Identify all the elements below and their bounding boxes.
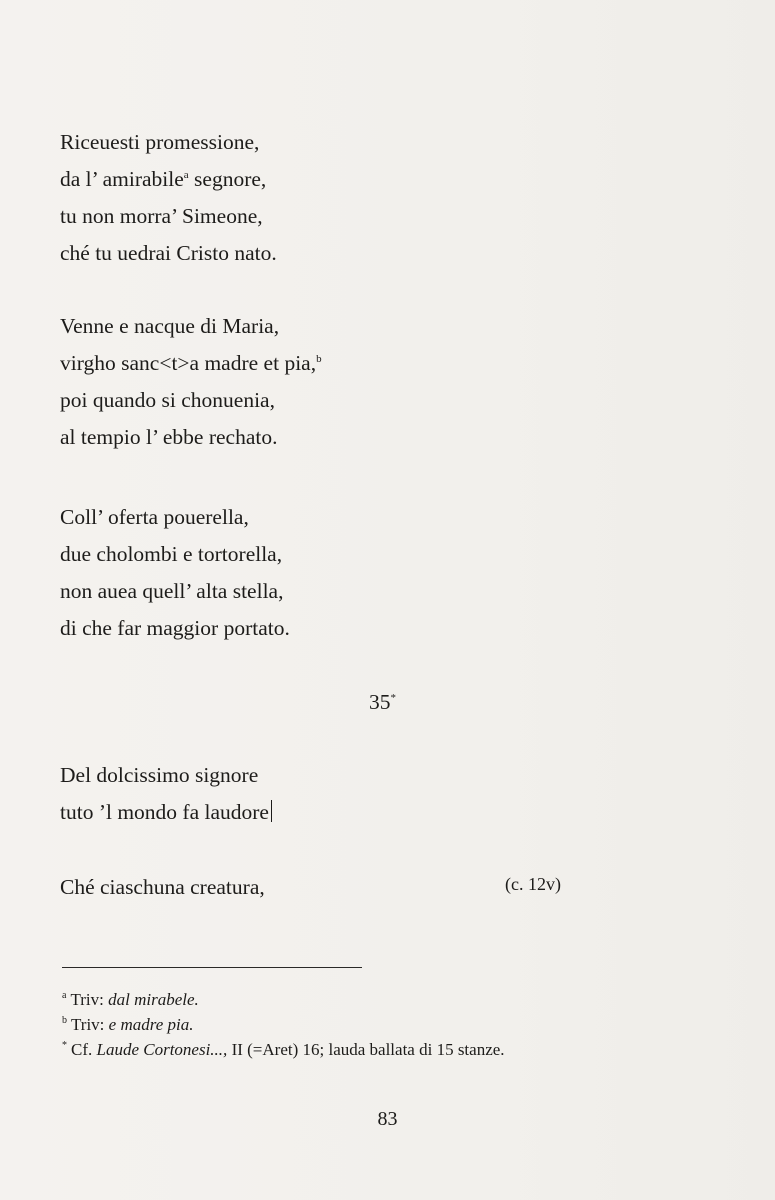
footnote-ref: a (183, 168, 189, 181)
verse-line: tu non morra’ Simeone, (60, 204, 263, 228)
verse-text: virgho sanc<t>a madre et pia, (60, 351, 317, 375)
footnote-label: Cf. (71, 1040, 97, 1059)
footnote-mark: a (62, 990, 67, 1002)
footnote (62, 987, 505, 1012)
verse-line: Riceuesti promessione, (60, 130, 260, 154)
text-cursor (271, 800, 272, 822)
verse-line: due cholombi e tortorella, (60, 542, 283, 566)
footnote-italic: e madre pia. (108, 1015, 194, 1034)
footnote-ref: * (390, 691, 396, 704)
footnote-label: Triv: (71, 1015, 109, 1034)
verse-line: al tempio l’ ebbe rechato. (60, 425, 278, 449)
footnote-label: Triv: (70, 990, 109, 1009)
footnote-rest: II (=Aret) 16; lauda ballata di 15 stanze. (227, 1040, 505, 1059)
verse-text: da l’ amirabile (60, 167, 184, 191)
verse-line: Coll’ oferta pouerella, (60, 505, 249, 529)
folio-reference: (c. 12v) (505, 874, 561, 894)
verse-line: ché tu uedrai Cristo nato. (60, 241, 277, 265)
verse-line: poi quando si chonuenia, (60, 388, 275, 412)
lauda-number (369, 690, 396, 715)
footnote (62, 1037, 505, 1062)
footnote (62, 1012, 505, 1037)
footnote-ref: b (316, 352, 322, 365)
stanza-next (60, 869, 265, 906)
stanza-2 (60, 308, 322, 456)
footnotes (62, 987, 505, 1062)
verse-line: Del dolcissimo signore (60, 763, 259, 787)
stanza-3 (60, 499, 290, 647)
verse-line: di che far maggior portato. (60, 616, 290, 640)
stanza-1 (60, 124, 277, 272)
verse-line (60, 794, 272, 831)
verse-text: segnore, (188, 167, 267, 191)
verse-line (60, 345, 322, 382)
footnote-mark: b (62, 1015, 67, 1027)
page-number: 83 (377, 1108, 398, 1130)
verse-line: Venne e nacque di Maria, (60, 314, 280, 338)
footnote-italic: Laude Cortonesi..., (96, 1040, 228, 1059)
verse-line (60, 161, 277, 198)
footnote-italic: dal mirabele. (108, 990, 199, 1009)
verse-text: tuto ’l mondo fa laudore (60, 800, 269, 824)
lauda-number-text: 35 (369, 690, 391, 714)
verse-line: non auea quell’ alta stella, (60, 579, 284, 603)
footnote-divider (62, 967, 362, 968)
footnote-mark: * (62, 1040, 67, 1052)
ripresa (60, 757, 272, 831)
verse-line: Ché ciaschuna creatura, (60, 875, 265, 899)
